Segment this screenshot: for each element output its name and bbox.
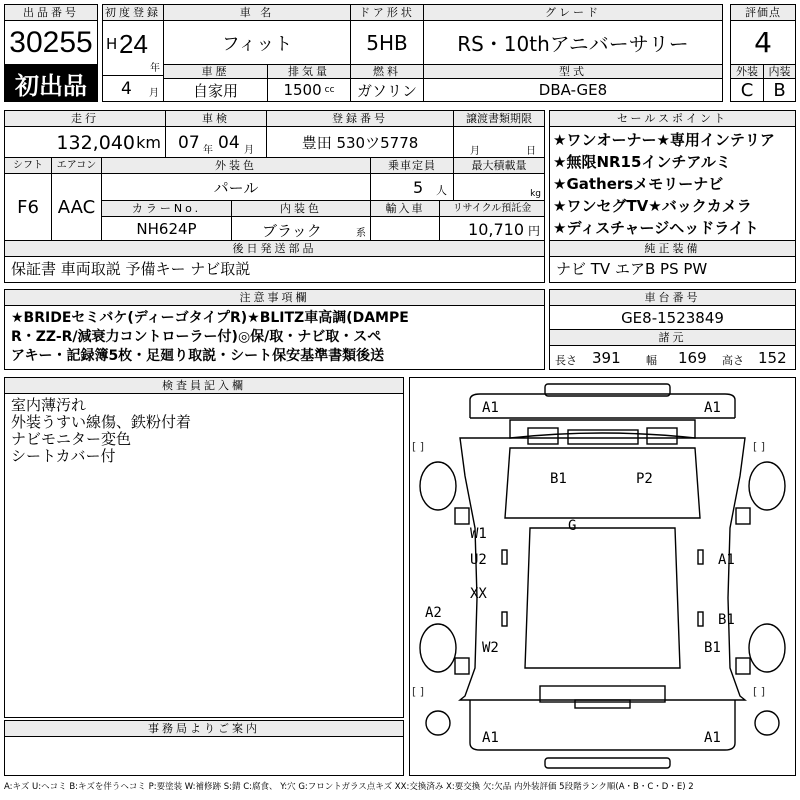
notes-cell <box>4 305 545 370</box>
grade-label: グレード <box>423 4 723 21</box>
capacity-unit: 人 <box>436 184 447 197</box>
selling-points <box>549 126 796 241</box>
door-type: 5HB <box>350 20 424 65</box>
chassis-label: 車台番号 <box>549 289 796 306</box>
lot-number-label: 出品番号 <box>4 4 98 21</box>
recycle-label: リサイクル預託金 <box>439 200 545 217</box>
capacity: 5 <box>413 178 424 197</box>
car-name: フィット <box>163 20 351 65</box>
length: 391 <box>592 349 621 367</box>
later-parts-cell <box>4 256 545 283</box>
shift-label: シフト <box>4 157 52 174</box>
selling-point-1: ★ワンオーナー★専用インテリア <box>553 131 775 149</box>
mark-rear-left: A1 <box>482 730 499 746</box>
history: 自家用 <box>163 78 268 102</box>
lot-number: 30255 <box>4 20 98 65</box>
equipment-label: 純正装備 <box>549 240 796 257</box>
inspection-cell <box>165 126 267 158</box>
selling-points-label: セールスポイント <box>549 110 796 127</box>
door-type-label: ドア形状 <box>350 4 424 21</box>
month-unit: 月 <box>149 88 159 99</box>
interior-grade: B <box>763 78 796 102</box>
plate-number: 豊田 530ツ5778 <box>266 126 454 158</box>
import-label: 輸入車 <box>370 200 440 217</box>
transfer-month-unit: 月 <box>470 146 480 157</box>
exterior-grade: C <box>730 78 764 102</box>
shift: F6 <box>4 173 52 241</box>
era: H <box>106 35 118 53</box>
selling-point-4: ★ワンセグTV★バックカメラ <box>553 197 752 215</box>
interior-color-label: 内装色 <box>231 200 371 217</box>
notes-label: 注意事項欄 <box>4 289 545 306</box>
plate-label: 登録番号 <box>266 110 454 127</box>
mark-left-side: A2 <box>425 605 442 621</box>
displacement-cell <box>267 78 351 102</box>
later-parts: 保証書 車両取説 予備キー ナビ取説 <box>11 260 251 278</box>
recycle-unit: 円 <box>527 224 540 238</box>
first-listing-badge: 初出品 <box>4 64 98 102</box>
specs-cell <box>549 345 796 370</box>
selling-point-2: ★無限NR15インチアルミ <box>553 153 731 171</box>
grade: RS・10thアニバーサリー <box>423 20 723 65</box>
first-registration-month <box>102 75 164 102</box>
mark-right-front-door: A1 <box>718 552 735 568</box>
inspection-label: 車検 <box>165 110 267 127</box>
equipment-cell <box>549 256 796 283</box>
office-cell <box>4 736 404 776</box>
equipment: ナビ TV エアB PS PW <box>556 260 708 278</box>
color-no-label: カラーNo. <box>101 200 232 217</box>
mark-left-front-door-1: W1 <box>470 526 487 542</box>
inspector-line-4: シートカバー付 <box>11 447 116 465</box>
model-code-label: 型式 <box>423 64 723 79</box>
mark-windshield: P2 <box>636 471 653 487</box>
inspector-line-2: 外装うすい線傷、鉄粉付着 <box>11 413 192 431</box>
exterior-color: パール <box>101 173 371 201</box>
length-label: 長さ <box>555 354 577 367</box>
inspector-line-1: 室内薄汚れ <box>11 396 87 414</box>
notes-line-2: R・ZZ-R/減衰力コントローラー付)◎保/取・ナビ取・スペ <box>11 329 382 345</box>
interior-grade-label: 内装 <box>763 64 796 79</box>
model-code: DBA-GE8 <box>423 78 723 102</box>
import-value <box>370 216 440 241</box>
car-outline-icon <box>410 378 795 775</box>
inspector-label: 検査員記入欄 <box>4 377 404 394</box>
selling-point-5: ★ディスチャージヘッドライト <box>553 219 759 237</box>
fuel-label: 燃料 <box>350 64 424 79</box>
interior-color-cell <box>231 216 371 241</box>
capacity-label: 乗車定員 <box>370 157 454 174</box>
mark-hood: B1 <box>550 471 567 487</box>
transfer-deadline-label: 譲渡書類期限 <box>453 110 545 127</box>
exterior-grade-label: 外装 <box>730 64 764 79</box>
later-parts-label: 後日発送部品 <box>4 240 545 257</box>
mark-left-rear-fender: W2 <box>482 640 499 656</box>
bracket-right-1: [ ] <box>753 440 766 453</box>
history-label: 車歴 <box>163 64 268 79</box>
recycle-cell <box>439 216 545 241</box>
ac-label: エアコン <box>51 157 102 174</box>
inspection-month-unit: 月 <box>244 145 254 156</box>
max-load-label: 最大積載量 <box>453 157 545 174</box>
mark-roof: G <box>568 518 577 534</box>
year-unit: 年 <box>150 63 160 74</box>
mileage: 132,040 <box>56 132 135 154</box>
width: 169 <box>678 349 707 367</box>
mark-left-front-door-2: U2 <box>470 552 487 568</box>
mark-right-rear-fender: B1 <box>704 640 721 656</box>
registration-month: 4 <box>121 79 132 99</box>
bracket-right-2: [ ] <box>753 685 766 698</box>
transfer-deadline-cell <box>453 126 545 158</box>
capacity-cell <box>370 173 454 201</box>
bracket-left-1: [ ] <box>412 440 425 453</box>
interior-color: ブラック <box>262 222 322 240</box>
registration-year: 24 <box>119 29 148 59</box>
recycle-amount: 10,710 <box>468 220 524 239</box>
displacement: 1500 <box>283 81 322 99</box>
mark-left-rear-door: XX <box>470 586 487 602</box>
legend: A:キズ U:ヘコミ B:キズを伴うヘコミ P:要塗装 W:補修跡 S:錆 C:腐食、 Y:穴 G:フロントガラス点キズ XX:交換済み X:要交換 欠:欠品 内外装評価 5段階ランク順(A・B・C・D・E) 2 <box>4 782 694 792</box>
specs-label: 諸元 <box>549 329 796 346</box>
height-label: 高さ <box>722 354 744 367</box>
first-registration-year <box>102 20 164 76</box>
mark-front-right: A1 <box>704 400 721 416</box>
color-no: NH624P <box>101 216 232 241</box>
inspector-cell <box>4 393 404 718</box>
transfer-day-unit: 日 <box>526 146 536 157</box>
exterior-color-label: 外装色 <box>101 157 371 174</box>
mileage-unit: km <box>136 133 161 152</box>
bracket-left-2: [ ] <box>412 685 425 698</box>
mark-rear-right: A1 <box>704 730 721 746</box>
notes-line-1: ★BRIDEセミバケ(ディーゴタイプR)★BLITZ車高調(DAMPE <box>11 310 409 326</box>
inspection-year-unit: 年 <box>203 145 213 156</box>
car-diagram <box>409 377 796 776</box>
air-conditioner: AAC <box>51 173 102 241</box>
displacement-label: 排気量 <box>267 64 351 79</box>
max-load-unit: kg <box>530 189 541 199</box>
selling-point-3: ★Gathersメモリーナビ <box>553 175 724 193</box>
score: 4 <box>730 20 796 65</box>
chassis-number: GE8-1523849 <box>549 305 796 330</box>
inspection-year: 07 <box>178 133 200 153</box>
first-registration-label: 初度登録 <box>102 4 164 21</box>
mileage-label: 走行 <box>4 110 166 127</box>
mark-right-rear-door: B1 <box>718 612 735 628</box>
displacement-unit: cc <box>324 85 335 95</box>
max-load-cell <box>453 173 545 201</box>
width-label: 幅 <box>646 354 657 367</box>
fuel: ガソリン <box>350 78 424 102</box>
score-label: 評価点 <box>730 4 796 21</box>
mark-front-left: A1 <box>482 400 499 416</box>
office-label: 事務局よりご案内 <box>4 720 404 737</box>
notes-line-3: アキー・記録簿5枚・足廻り取説・シート保安基準書類後送 <box>11 348 385 364</box>
car-name-label: 車 名 <box>163 4 351 21</box>
mileage-cell <box>4 126 166 158</box>
interior-color-unit: 系 <box>356 228 366 239</box>
inspector-line-3: ナビモニター変色 <box>11 430 132 448</box>
inspection-month: 04 <box>218 133 240 153</box>
height: 152 <box>758 349 787 367</box>
